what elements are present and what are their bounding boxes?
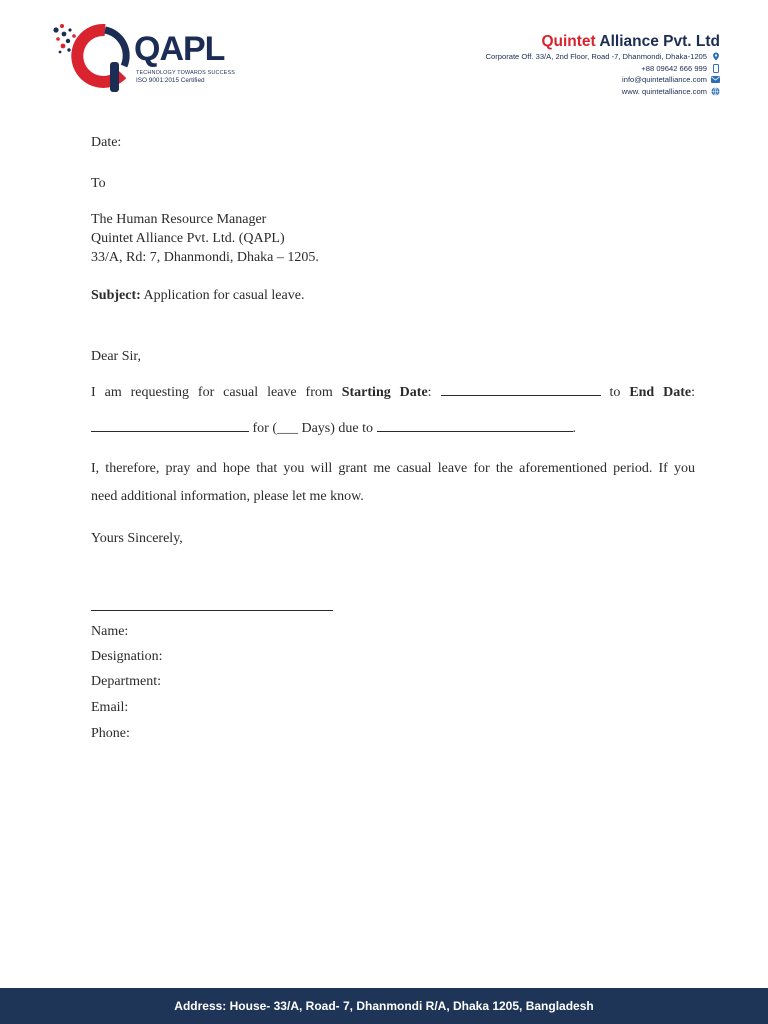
designation-field-label: Designation: — [91, 649, 163, 664]
logo-certification: ISO 9001:2015 Certified — [136, 77, 205, 84]
email-field-label: Email: — [91, 700, 129, 715]
logo-wordmark: QAPL — [134, 30, 225, 68]
name-field-label: Name: — [91, 624, 129, 639]
closing-paragraph-line-1: I, therefore, pray and hope that you will grant me casual leave for the aforementioned period. If you — [91, 461, 695, 476]
reason-blank[interactable] — [377, 418, 573, 432]
start-date-blank[interactable] — [441, 382, 601, 396]
qapl-logo — [50, 22, 236, 102]
leave-request-line-1 — [91, 382, 695, 401]
end-date-field: End Date: — [629, 385, 696, 400]
end-date-label: End Date — [629, 385, 692, 400]
start-date-label: Starting Date — [341, 385, 428, 400]
company-name — [486, 33, 720, 51]
to-word: to — [609, 385, 621, 400]
footer-address: Address: House- 33/A, Road- 7, Dhanmondi R/A, Dhaka 1205, Bangladesh — [174, 999, 594, 1013]
qapl-emblem-icon — [50, 22, 134, 98]
company-address-line — [486, 51, 720, 63]
subject-line — [91, 288, 304, 304]
email-icon — [711, 75, 720, 84]
days-reason-text: for (___ Days) due to — [252, 421, 374, 436]
company-website: www. quintetalliance.com — [621, 86, 707, 96]
logo-tagline: TECHNOLOGY TOWARDS SUCCESS — [136, 70, 236, 76]
end-date-blank[interactable] — [91, 418, 249, 432]
closing: Yours Sincerely, — [91, 531, 183, 546]
company-phone: +88 09642 666 999 — [641, 63, 707, 73]
recipient-title: The Human Resource Manager — [91, 212, 267, 227]
request-intro: I am requesting for casual leave from — [91, 385, 333, 400]
closing-paragraph-line-2: need additional information, please let me know. — [91, 489, 364, 504]
subject-text: Application for casual leave. — [140, 288, 305, 303]
company-email-line — [486, 74, 720, 86]
start-date-field: Starting Date: — [341, 385, 432, 400]
subject-label: Subject: — [91, 288, 141, 303]
leave-request-line-2: for (___ Days) due to . — [91, 418, 576, 437]
company-name-rest: Alliance Pvt. Ltd — [595, 33, 720, 50]
phone-icon — [711, 64, 720, 73]
department-field-label: Department: — [91, 674, 161, 689]
company-info — [486, 33, 720, 97]
phone-field-label: Phone: — [91, 726, 130, 741]
company-website-line — [486, 86, 720, 98]
globe-icon — [711, 87, 720, 96]
date-label: Date: — [91, 135, 122, 150]
location-pin-icon — [711, 52, 720, 61]
company-name-accent: Quintet — [541, 33, 596, 50]
footer-bar — [0, 988, 768, 1024]
salutation: Dear Sir, — [91, 349, 141, 364]
company-phone-line — [486, 63, 720, 75]
recipient-company: Quintet Alliance Pvt. Ltd. (QAPL) — [91, 231, 285, 246]
company-email: info@quintetalliance.com — [622, 75, 707, 84]
company-address: Corporate Off. 33/A, 2nd Floor, Road -7, Dhanmondi, Dhaka-1205 — [485, 52, 707, 61]
recipient-address: 33/A, Rd: 7, Dhanmondi, Dhaka – 1205. — [91, 250, 319, 265]
to-label: To — [91, 176, 106, 191]
signature-line[interactable] — [91, 610, 333, 611]
